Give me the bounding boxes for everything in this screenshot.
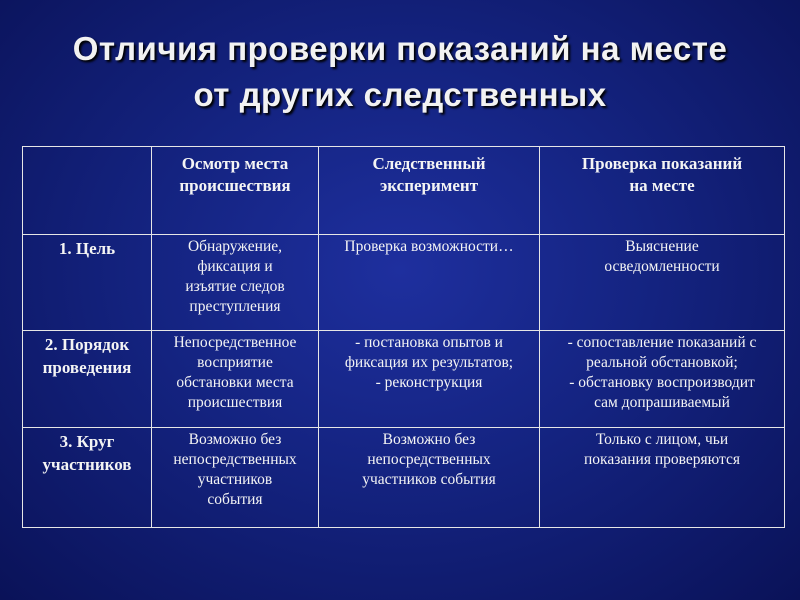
header-cell-experiment: Следственный эксперимент [319,147,540,235]
table-cell: - постановка опытов и фиксация их результатов; - реконструкция [319,331,540,428]
header-cell-empty [23,147,152,235]
table-cell: Обнаружение, фиксация и изъятие следов преступления [152,235,319,331]
header-cell-inspection: Осмотр места происшествия [152,147,319,235]
header-cell-verification: Проверка показаний на месте [540,147,785,235]
table-cell: Возможно без непосредственных участников события [152,428,319,528]
table-header-row [23,147,785,235]
table-cell: - сопоставление показаний с реальной обстановкой; - обстановку воспроизводит сам допрашиваемый [540,331,785,428]
comparison-table [22,146,785,528]
slide-title [0,26,800,118]
table-cell: Проверка возможности… [319,235,540,331]
row-label-participants: 3. Круг участников [23,428,152,528]
table-cell: Только с лицом, чьи показания проверяются [540,428,785,528]
row-label-procedure: 2. Порядок проведения [23,331,152,428]
table-row [23,235,785,331]
table-row [23,428,785,528]
table-cell: Выяснение осведомленности [540,235,785,331]
slide-title-line-2: от других следственных [193,76,607,113]
row-label-goal: 1. Цель [23,235,152,331]
slide-title-line-1: Отличия проверки показаний на месте [72,30,728,67]
table-cell: Непосредственное восприятие обстановки места происшествия [152,331,319,428]
table-cell: Возможно без непосредственных участников события [319,428,540,528]
table-row [23,331,785,428]
